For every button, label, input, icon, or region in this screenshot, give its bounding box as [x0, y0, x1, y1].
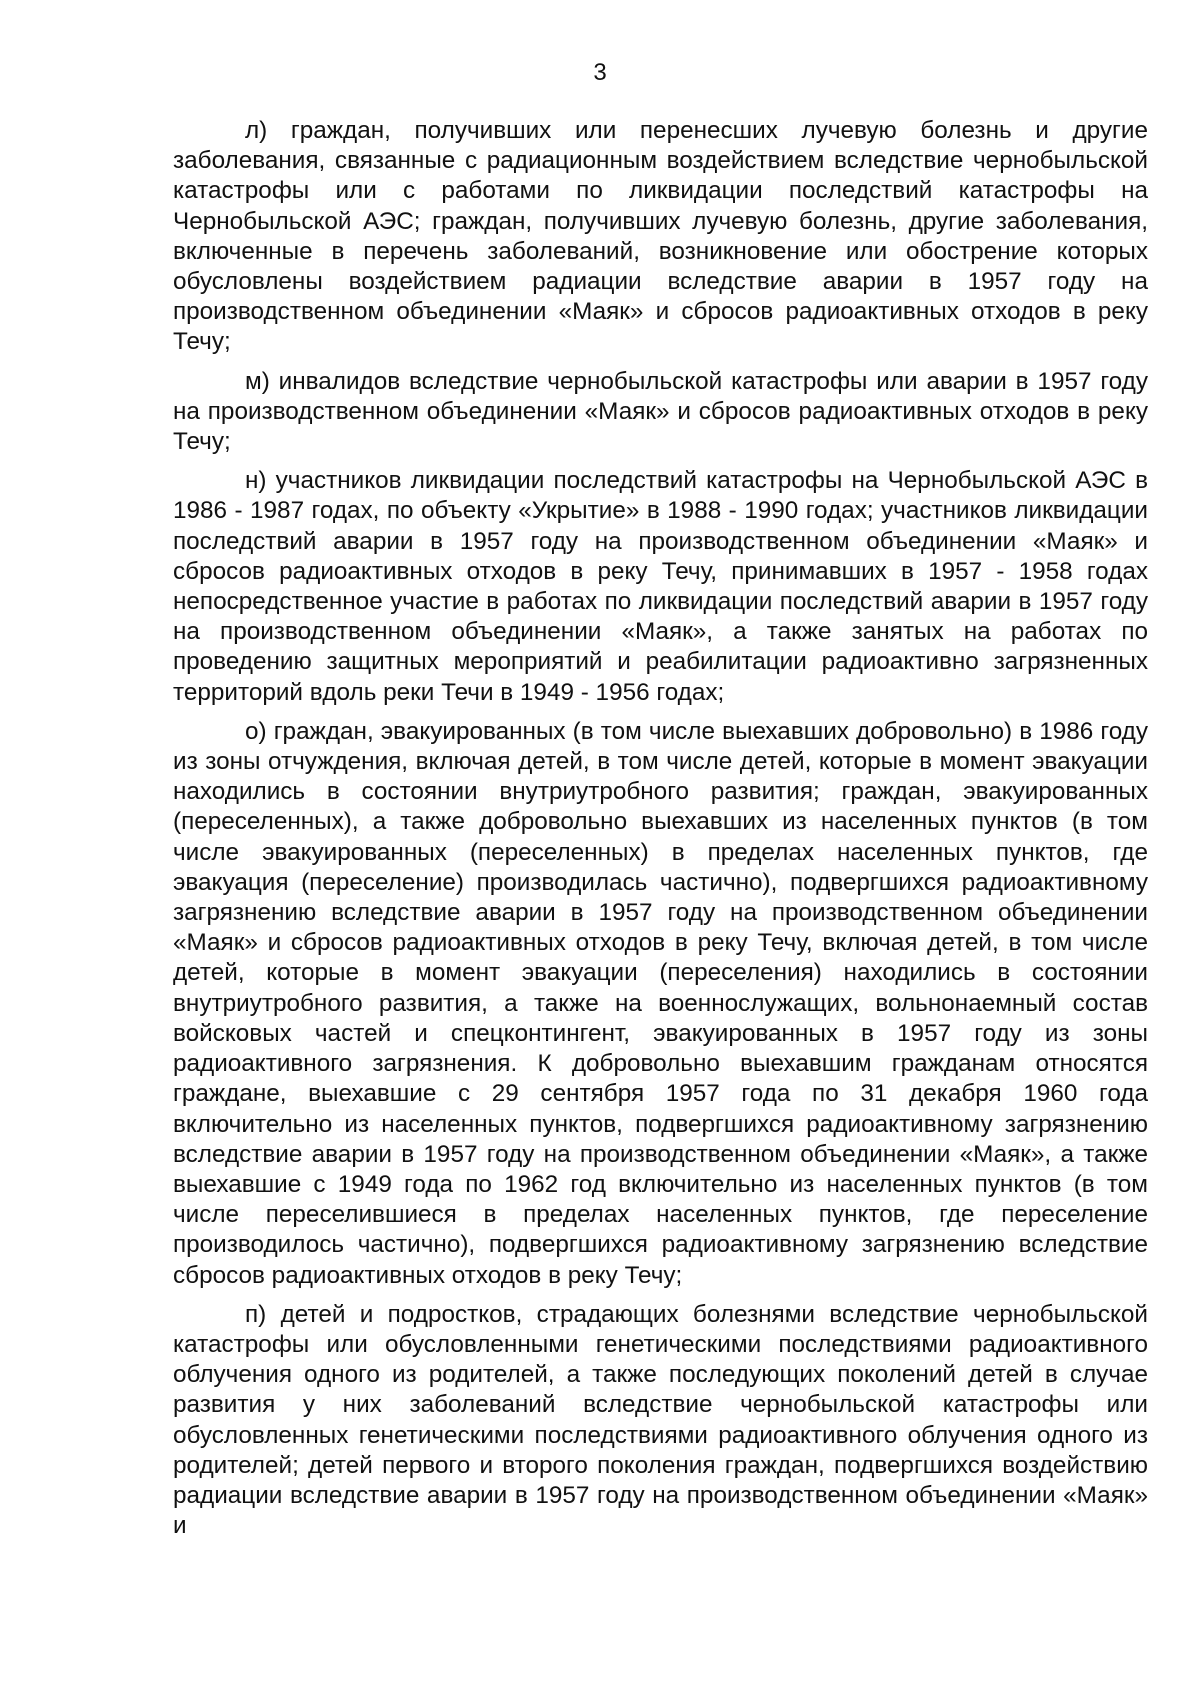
paragraph-l: л) граждан, получивших или перенесших лучевую болезнь и другие заболевания, связанные с радиационным воздействием вследствие чернобыльской катастрофы или с работами по ликвидации последствий катастрофы на Чернобыльской АЭС; граждан, получивших лучевую болезнь, другие заболевания, включенные в перечень заболеваний, возникновение или обострение которых обусловлены воздействием радиации вследствие аварии в 1957 году на производственном объединении «Маяк» и сбросов радиоактивных отходов в реку Течу;: [173, 117, 1148, 356]
paragraph-o: о) граждан, эвакуированных (в том числе выехавших добровольно) в 1986 году из зоны отчуждения, включая детей, в том числе детей, которые в момент эвакуации находились в состоянии внутриутробного развития; граждан, эвакуированных (переселенных), а также добровольно выехавших из населенных пунктов (в том числе эвакуированных (переселенных) в пределах населенных пунктов, где эвакуация (переселение) производилась частично), подвергшихся радиоактивному загрязнению вследствие аварии в 1957 году на производственном объединении «Маяк» и сбросов радиоактивных отходов в реку Течу, включая детей, в том числе детей, которые в момент эвакуации (переселения) находились в состоянии внутриутробного развития, а также на военнослужащих, вольнонаемный состав войсковых частей и спецконтингент, эвакуированных в 1957 году из зоны радиоактивного загрязнения. К добровольно выехавшим гражданам относятся граждане, выехавшие с 29 сентября 1957 года по 31 декабря 1960 года включительно из населенных пунктов, подвергшихся радиоактивному загрязнению вследствие аварии в 1957 году на производственном объединении «Маяк», а также выехавшие с 1949 года по 1962 год включительно из населенных пунктов (в том числе переселившиеся в пределах населенных пунктов, где переселение производилось частично), подвергшихся радиоактивному загрязнению вследствие сбросов радиоактивных отходов в реку Течу;: [173, 717, 1148, 1289]
document-body: [173, 116, 1148, 1550]
paragraph-n: н) участников ликвидации последствий катастрофы на Чернобыльской АЭС в 1986 - 1987 годах, по объекту «Укрытие» в 1988 - 1990 годах; участников ликвидации последствий аварии в 1957 году на производственном объединении «Маяк» и сбросов радиоактивных отходов в реку Течу, принимавших в 1957 - 1958 годах непосредственное участие в работах по ликвидации последствий аварии в 1957 году на производственном объединении «Маяк», а также занятых на работах по проведению защитных мероприятий и реабилитации радиоактивно загрязненных территорий вдоль реки Течи в 1949 - 1956 годах;: [173, 467, 1148, 706]
paragraph-m: м) инвалидов вследствие чернобыльской катастрофы или аварии в 1957 году на производственном объединении «Маяк» и сбросов радиоактивных отходов в реку Течу;: [173, 367, 1148, 456]
page-number: 3: [593, 59, 607, 86]
paragraph-p: п) детей и подростков, страдающих болезнями вследствие чернобыльской катастрофы или обусловленными генетическими последствиями радиоактивного облучения одного из родителей, а также последующих поколений детей в случае развития у них заболеваний вследствие чернобыльской катастрофы или обусловленных генетическими последствиями радиоактивного облучения одного из родителей; детей первого и второго поколения граждан, подвергшихся воздействию радиации вследствие аварии в 1957 году на производственном объединении «Маяк» и: [173, 1300, 1148, 1540]
